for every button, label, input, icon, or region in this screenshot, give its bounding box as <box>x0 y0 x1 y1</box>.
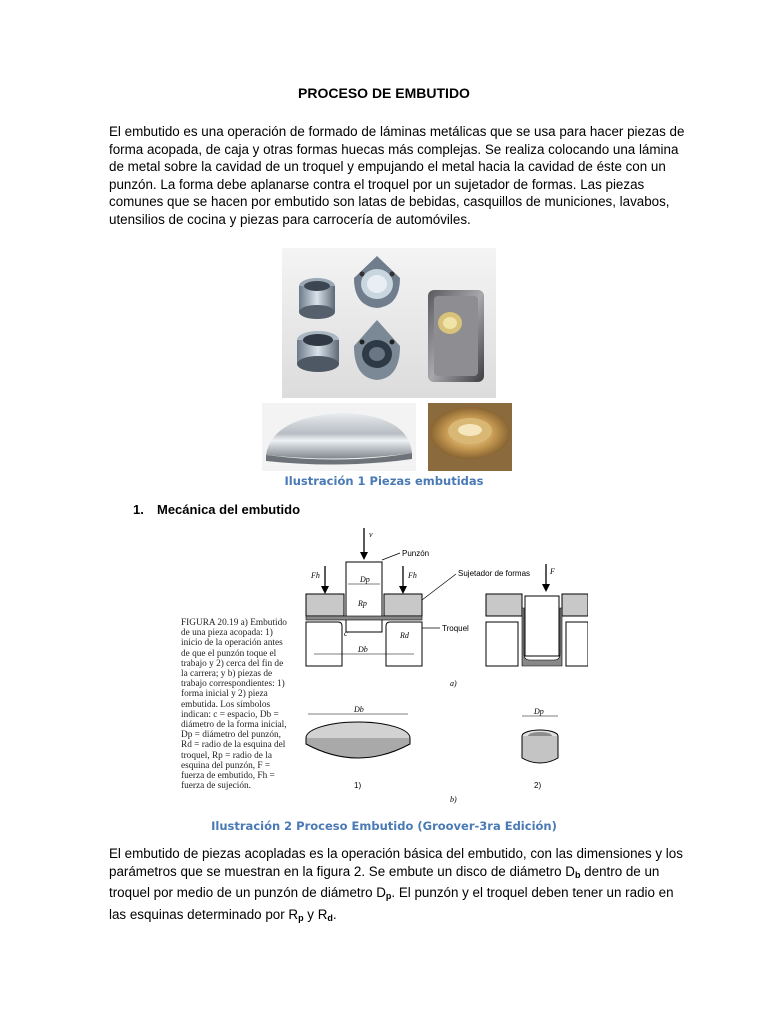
text-part-3: . El punzón y el troquel deben tener un radio en las esquinas determinado por R <box>109 885 674 922</box>
illustration-2-caption: Ilustración 2 Proceso Embutido (Groover-3ra Edición) <box>211 819 557 833</box>
label-fh-left: Fh <box>311 571 320 580</box>
figure-caption-text: FIGURA 20.19 a) Embutido de una pieza acopada: 1) inicio de la operación antes de que el punzón toque el trabajo y 2) cerca del fin de la carrera; y b) piezas de trabajo correspondientes: 1) forma inicial y 2) pieza embutida. Los símbolos indican: c = espacio, Db = diámetro de la forma inicial, Dp = diámetro del punzón, Rd = radio de la esquina del troquel, Rp = radio de la esquina del punzón, F = fuerza de embutido, Fh = fuerza de sujeción. <box>181 618 287 792</box>
section-heading <box>133 502 300 517</box>
label-punzon: Punzón <box>402 549 430 558</box>
body-paragraph <box>109 845 689 927</box>
label-sujetador: Sujetador de formas <box>458 569 531 578</box>
section-title: Mecánica del embutido <box>157 502 301 517</box>
label-troquel: Troquel <box>442 624 469 633</box>
section-number: 1. <box>133 502 144 517</box>
label-db-a: Db <box>358 645 368 654</box>
sub-d: d <box>327 912 333 923</box>
label-c: c <box>344 629 348 638</box>
page-title: PROCESO DE EMBUTIDO <box>298 85 470 101</box>
label-b: b) <box>450 795 457 804</box>
text-part-5: . <box>332 906 337 922</box>
label-f: F <box>550 567 555 576</box>
text-part-4: y R <box>303 906 328 922</box>
label-dp-b: Dp <box>534 707 544 716</box>
sub-p2: p <box>298 912 304 923</box>
label-rd: Rd <box>400 631 409 640</box>
label-db-b: Db <box>354 705 364 714</box>
text-part-1: El embutido de piezas acopladas es la operación básica del embutido, con las dimensiones y los parámetros que se muestran en la figura 2. Se embute un disco de diámetro D <box>109 846 683 879</box>
label-fh-right: Fh <box>408 571 417 580</box>
label-dp: Dp <box>360 575 370 584</box>
sub-b: b <box>574 869 581 880</box>
illustration-1-caption: Ilustración 1 Piezas embutidas <box>284 474 484 488</box>
label-v: v <box>369 530 373 539</box>
label-a: a) <box>450 679 457 688</box>
label-b2: 2) <box>534 781 542 790</box>
label-b1: 1) <box>354 781 362 790</box>
intro-paragraph: El embutido es una operación de formado de láminas metálicas que se usa para hacer piezas de forma acopada, de caja y otras formas huecas más complejas. Se realiza colocando una lámina de metal sobre la cavidad de un troquel y empujando el metal hacia la cavidad de éste con un punzón. La forma debe aplanarse contra el troquel por un sujetador de formas. Las piezas comunes que se hacen por embutido son latas de bebidas, casquillos de municiones, lavabos, utensilios de cocina y piezas para carrocería de automóviles. <box>109 124 685 227</box>
label-rp: Rp <box>358 599 367 608</box>
text-part-2: dentro de un troquel por medio de un punzón de diámetro D <box>109 863 660 901</box>
sub-p: p <box>385 891 392 902</box>
photo-drawn-parts <box>282 248 496 398</box>
photo-drawn-pan <box>428 403 512 471</box>
photo-metal-dome <box>262 403 416 471</box>
